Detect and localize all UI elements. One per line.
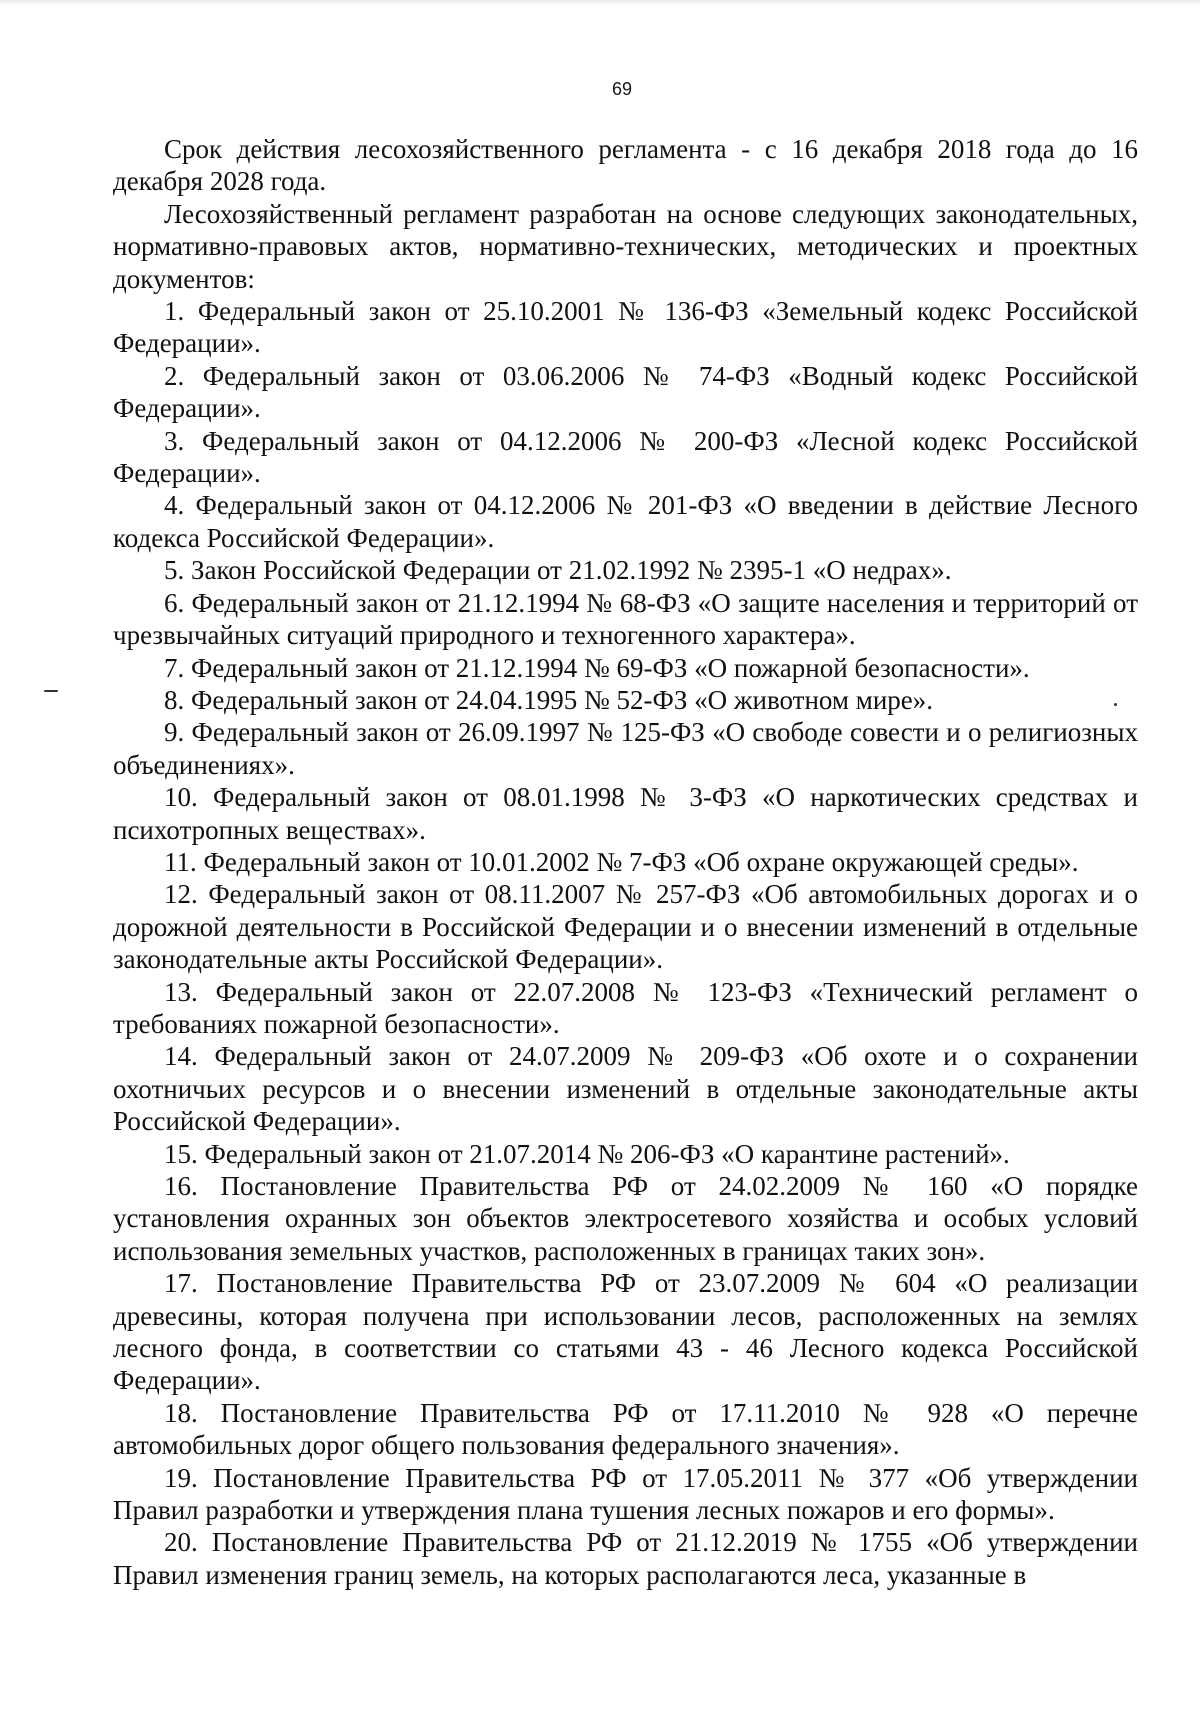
list-item: 7. Федеральный закон от 21.12.1994 № 69-ФЗ «О пожарной безопасности». [164,652,1030,683]
list-item: 9. Федеральный закон от 26.09.1997 № 125-ФЗ «О свободе совести и о религиозных объединениях». [113,717,1138,780]
scan-speck [44,690,58,692]
list-item: 20. Постановление Правительства РФ от 21.12.2019 № 1755 «Об утверждении Правил изменения границ земель, на которых располагаются леса, указанные в [113,1527,1138,1590]
document-body [113,133,1138,1591]
list-item: 11. Федеральный закон от 10.01.2002 № 7-ФЗ «Об охране окружающей среды». [164,846,1079,877]
list-item: 18. Постановление Правительства РФ от 17.11.2010 № 928 «О перечне автомобильных дорог общего пользования федерального значения». [113,1397,1138,1461]
page-number: 69 [611,79,633,99]
list-item: 15. Федеральный закон от 21.07.2014 № 206-ФЗ «О карантине растений». [164,1138,1010,1169]
list-item: 1. Федеральный закон от 25.10.2001 № 136-ФЗ «Земельный кодекс Российской Федерации». [113,296,1138,359]
list-item: 17. Постановление Правительства РФ от 23.07.2009 № 604 «О реализации древесины, которая получена при использовании лесов, расположенных на землях лесного фонда, в соответствии со статьями 43 - 46 Лесного кодекса Российской Федерации». [113,1268,1138,1396]
scan-top-edge [0,0,1200,6]
list-item: 2. Федеральный закон от 03.06.2006 № 74-ФЗ «Водный кодекс Российской Федерации». [113,360,1138,424]
paragraph-basis-intro: Лесохозяйственный регламент разработан на основе следующих законодательных, нормативно-правовых актов, нормативно-технических, методических и проектных документов: [113,198,1138,294]
list-item: 6. Федеральный закон от 21.12.1994 № 68-ФЗ «О защите населения и территорий от чрезвычайных ситуаций природного и техногенного характера». [113,587,1138,651]
list-item: 19. Постановление Правительства РФ от 17.05.2011 № 377 «Об утверждении Правил разработки и утверждения плана тушения лесных пожаров и его формы». [113,1462,1138,1526]
list-item: 16. Постановление Правительства РФ от 24.02.2009 № 160 «О порядке установления охранных зон объектов электросетевого хозяйства и особых условий использования земельных участков, расположенных в границах таких зон». [113,1171,1138,1266]
list-item: 12. Федеральный закон от 08.11.2007 № 257-ФЗ «Об автомобильных дорогах и о дорожной деятельности в Российской Федерации и о внесении изменений в отдельные законодательные акты Российской Федерации». [113,879,1138,975]
list-item: 13. Федеральный закон от 22.07.2008 № 123-ФЗ «Технический регламент о требованиях пожарной безопасности». [113,976,1138,1039]
list-item: 14. Федеральный закон от 24.07.2009 № 209-ФЗ «Об охоте и о сохранении охотничьих ресурсов и о внесении изменений в отдельные законодательные акты Российской Федерации». [113,1041,1138,1137]
list-item: 3. Федеральный закон от 04.12.2006 № 200-ФЗ «Лесной кодекс Российской Федерации». [113,425,1138,489]
list-item: 8. Федеральный закон от 24.04.1995 № 52-ФЗ «О животном мире». [164,684,934,715]
list-item: 5. Закон Российской Федерации от 21.02.1992 № 2395-1 «О недрах». [164,555,952,586]
list-item: 4. Федеральный закон от 04.12.2006 № 201-ФЗ «О введении в действие Лесного кодекса Российской Федерации». [113,490,1138,553]
list-item: 10. Федеральный закон от 08.01.1998 № 3-ФЗ «О наркотических средствах и психотропных веществах». [113,782,1138,845]
paragraph-validity-period: Срок действия лесохозяйственного регламента - с 16 декабря 2018 года до 16 декабря 2028 года. [113,134,1138,197]
